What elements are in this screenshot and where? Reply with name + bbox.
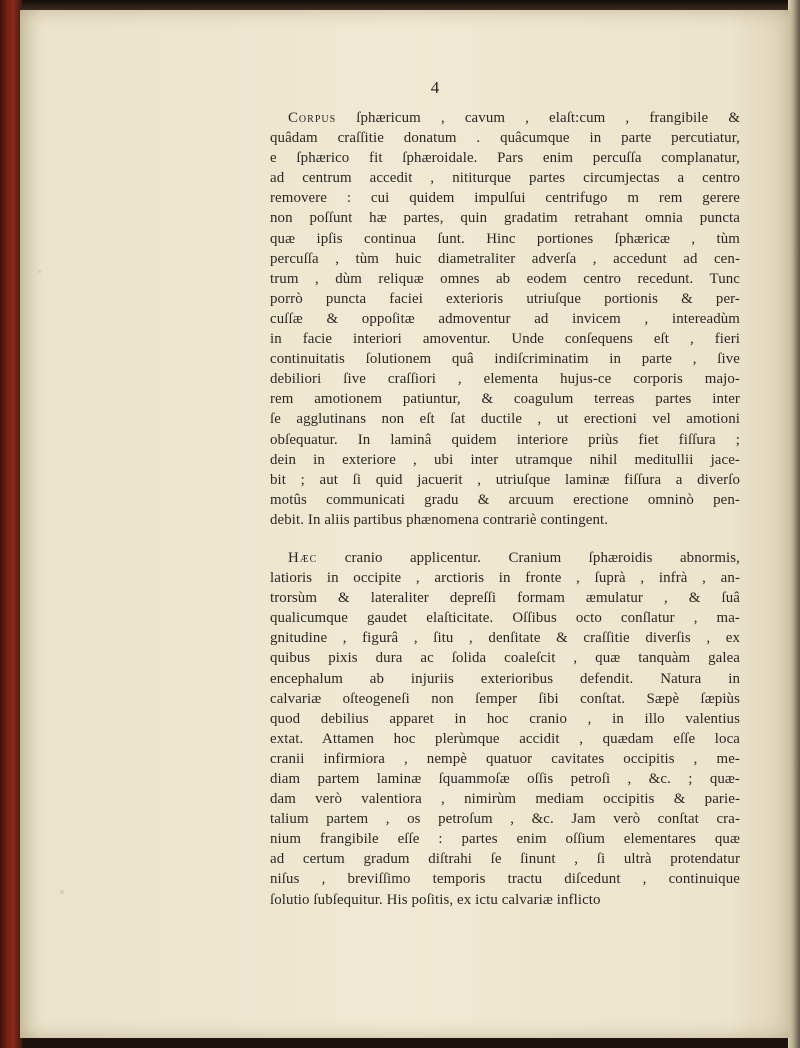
text-line: quod debilius apparet in hoc cranio , in illo valentius	[270, 710, 740, 727]
paragraph-2-first-line	[270, 548, 740, 568]
text-line: motûs communicati gradu & arcuum erectione omninò pen-	[270, 491, 740, 508]
text-line: rem amotionem patiuntur, & coagulum terreas partes inter	[270, 391, 740, 408]
text-line: e ſphærico fit ſphæroidale. Pars enim percuſſa complanatur,	[270, 150, 740, 167]
text-line: continuitatis ſolutionem quâ indiſcriminatim in parte , ſive	[270, 351, 740, 368]
text-line: ſolutio ſubſequitur. His poſitis, ex ictu calvariæ inflicto	[270, 891, 601, 908]
text-line: non poſſunt hæ partes, quin gradatim retrahant omnia puncta	[270, 210, 740, 227]
text-line: diam partem laminæ ſquammoſæ oſſis petroſi , &c. ; quæ-	[270, 771, 740, 787]
text-line: quâdam craſſitie donatum . quâcumque in parte percutiatur,	[270, 130, 740, 147]
text-line: removere : cui quidem impulſui centrifugo m rem gerere	[270, 190, 740, 207]
paper-blemish	[60, 890, 64, 894]
text-line: ſe agglutinans non eſt ſat ductile , ut erectioni vel amotioni	[270, 411, 740, 428]
text-line: encephalum ab injuriis exterioribus defendit. Natura in	[270, 670, 740, 687]
text-line: quibus pixis dura ac ſolida coaleſcit , quæ tanquàm galea	[270, 650, 740, 667]
text-line: niſus , breviſſimo temporis tractu diſcedunt , continuique	[270, 871, 740, 888]
text-line: trorsùm & lateraliter depreſſi formam æmulatur , & ſuâ	[270, 590, 740, 607]
text-line: dein in exteriore , ubi inter utramque nihil meditullii jace-	[270, 451, 740, 468]
book-top-edge	[0, 0, 800, 10]
book-spine-edge	[0, 0, 22, 1048]
paragraph-1	[270, 108, 740, 530]
text-line: debiliori ſive craſſiori , elementa hujus-ce corporis majo-	[270, 371, 740, 388]
paragraph-2-lines	[270, 568, 740, 910]
page-number: 4	[430, 78, 440, 97]
text-line: qualicumque gaudet elaſticitate. Oſſibus octo conſlatur , ma-	[270, 610, 740, 627]
paragraph-gap	[270, 530, 740, 548]
text-line: ad certum gradum diſtrahi ſe ſinunt , ſi ultrà protendatur	[270, 851, 740, 868]
paragraph-2	[270, 548, 740, 910]
text-line: talium partem , os petroſum , &c. Jam verò conſtat cra-	[270, 811, 740, 828]
paper-blemish	[38, 270, 41, 273]
paragraph-1-lines	[270, 128, 740, 530]
text-line: percuſſa , tùm huic diametraliter adverſa , accedunt ad cen-	[270, 250, 740, 267]
text-line: trum , dùm reliquæ omnes ab eodem centro recedunt. Tunc	[270, 270, 740, 287]
text-line: porrò puncta faciei exterioris utriuſque portionis & per-	[270, 290, 740, 307]
paragraph-2-first-line-rest: cranio applicentur. Cranium ſphæroidis abnormis,	[317, 549, 740, 566]
text-line: cranii infirmiora , nempè quatuor cavitates occipitis , me-	[270, 750, 740, 767]
book-page	[20, 10, 790, 1038]
paragraph-2-lead-word: Hæc	[288, 549, 318, 566]
text-line: debit. In aliis partibus phænomena contrariè contingent.	[270, 511, 609, 528]
text-line: ad centrum accedit , nititurque partes circumjectas a centro	[270, 170, 740, 187]
text-line: latioris in occipite , arctioris in fronte , ſuprà , infrà , an-	[270, 570, 740, 587]
text-line: dam verò valentiora , nimirùm mediam occipitis & parie-	[270, 791, 740, 808]
text-line: extat. Attamen hoc plerùmque accidit , quædam eſſe loca	[270, 730, 740, 747]
text-line: quæ ipſis continua ſunt. Hinc portiones ſphæricæ , tùm	[270, 230, 740, 247]
text-line: cuſſæ & oppoſitæ admoventur ad invicem , intereadùm	[270, 310, 740, 327]
text-line: gnitudine , figurâ , ſitu , denſitate & craſſitie diverſis , ex	[270, 630, 740, 647]
paragraph-1-lead-word: Corpus	[288, 110, 337, 126]
text-line: in facie interiori amoventur. Unde conſequens eſt , fieri	[270, 331, 740, 348]
text-line: obſequatur. In laminâ quidem interiore priùs fiet fiſſura ;	[270, 431, 740, 448]
paragraph-1-first-line-rest: ſphæricum , cavum , elaſt:cum , frangibile &	[336, 110, 740, 126]
text-line: calvariæ oſteogeneſi non ſemper ſibi conſtat. Sæpè ſæpiùs	[270, 690, 740, 707]
paragraph-1-first-line	[270, 108, 740, 128]
text-line: bit ; aut ſi quid jacuerit , utriuſque laminæ fiſſura a diverſo	[270, 471, 740, 488]
text-body	[270, 108, 740, 910]
text-line: nium frangibile eſſe : partes enim oſſium elementares quæ	[270, 831, 740, 848]
